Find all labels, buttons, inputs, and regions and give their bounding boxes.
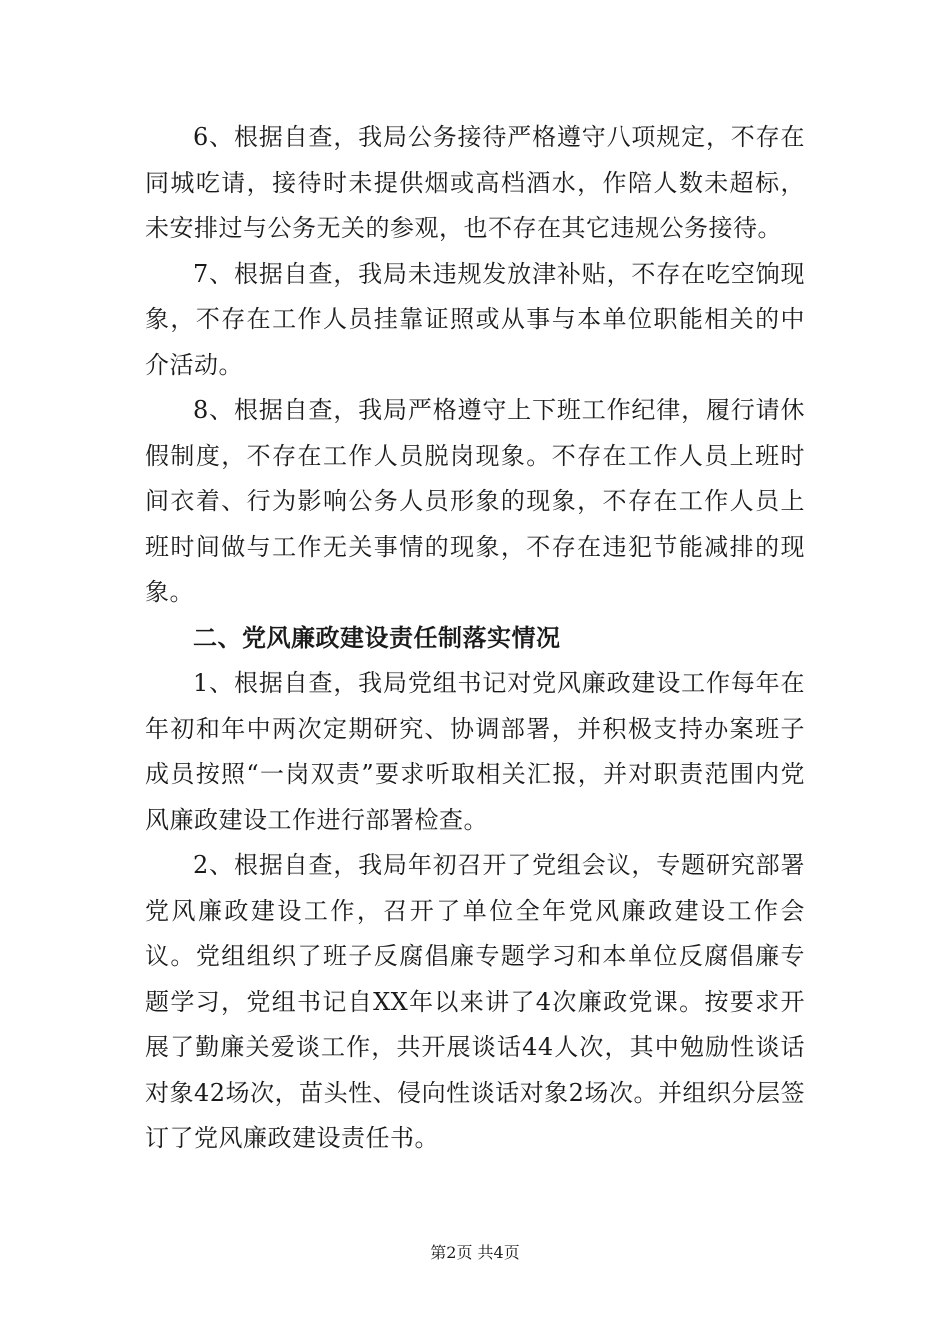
paragraph-item-1: 1、根据自查，我局党组书记对党风廉政建设工作每年在年初和年中两次定期研究、协调部署，并积极支持办案班子成员按照“一岗双责”要求听取相关汇报，并对职责范围内党风廉政建设工作进行部署检查。 bbox=[145, 669, 805, 834]
document-body bbox=[145, 115, 805, 1162]
paragraph-item-7: 7、根据自查，我局未违规发放津补贴，不存在吃空饷现象，不存在工作人员挂靠证照或从事与本单位职能相关的中介活动。 bbox=[145, 259, 805, 379]
page-footer: 第2页 共4页 bbox=[430, 1243, 520, 1262]
paragraph-item-2: 2、根据自查，我局年初召开了党组会议，专题研究部署党风廉政建设工作，召开了单位全年党风廉政建设工作会议。党组组织了班子反腐倡廉专题学习和本单位反腐倡廉专题学习，党组书记自XX年以来讲了4次廉政党课。按要求开展了勤廉关爱谈工作，共开展谈话44人次，其中勉励性谈话对象42场次，苗头性、侵向性谈话对象2场次。并组织分层签订了党风廉政建设责任书。 bbox=[145, 851, 805, 1152]
section-heading: 二、党风廉政建设责任制落实情况 bbox=[193, 623, 561, 652]
paragraph-item-8: 8、根据自查，我局严格遵守上下班工作纪律，履行请休假制度，不存在工作人员脱岗现象。不存在工作人员上班时间衣着、行为影响公务人员形象的现象，不存在工作人员上班时间做与工作无关事情的现象，不存在违犯节能减排的现象。 bbox=[145, 396, 805, 606]
paragraph-item-6: 6、根据自查，我局公务接待严格遵守八项规定，不存在同城吃请，接待时未提供烟或高档酒水，作陪人数未超标，未安排过与公务无关的参观，也不存在其它违规公务接待。 bbox=[145, 123, 805, 242]
